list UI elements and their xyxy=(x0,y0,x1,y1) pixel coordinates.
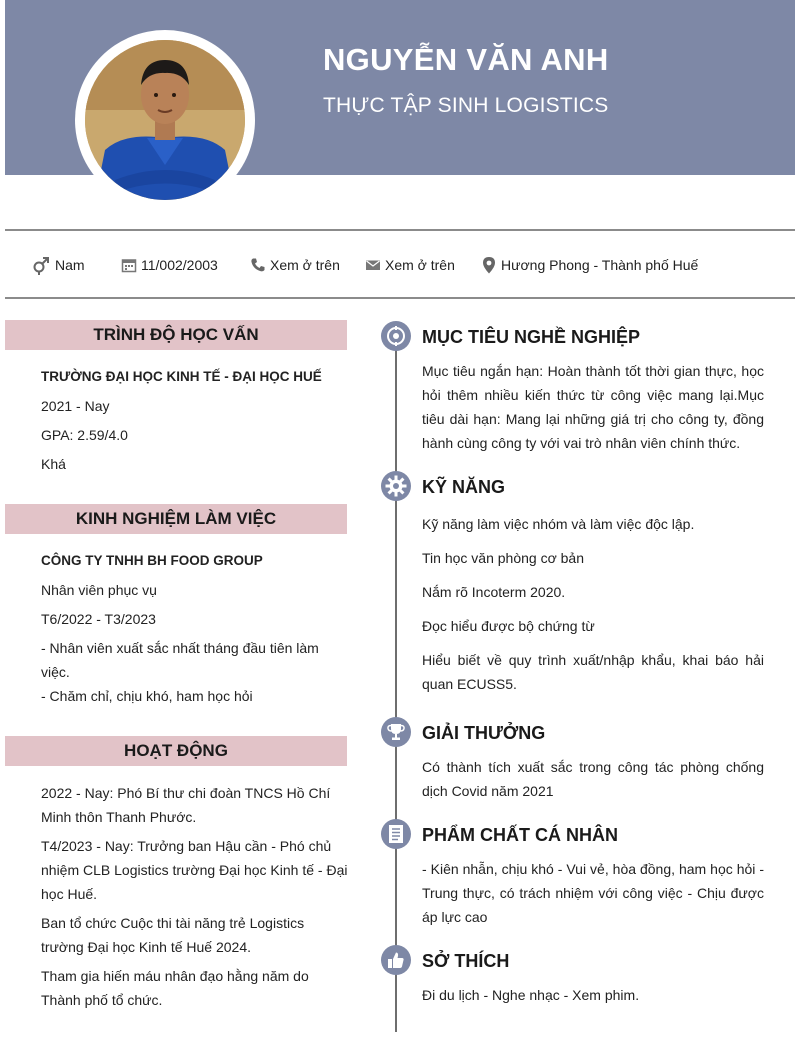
education-rank: Khá xyxy=(41,456,66,472)
timeline-line xyxy=(395,336,397,1032)
activity-line: 2022 - Nay: Phó Bí thư chi đoàn TNCS Hồ Chí xyxy=(41,785,331,801)
gear-icon xyxy=(381,471,411,501)
education-school: TRƯỜNG ĐẠI HỌC KINH TẾ - ĐẠI HỌC HUẾ xyxy=(41,369,322,384)
document-icon xyxy=(381,819,411,849)
experience-company: CÔNG TY TNHH BH FOOD GROUP xyxy=(41,553,263,568)
phone-icon xyxy=(250,257,266,273)
experience-detail: - Nhân viên xuất sắc nhất tháng đầu tiên làm xyxy=(41,640,319,656)
activity-line: Tham gia hiến máu nhân đạo hằng năm do xyxy=(41,968,309,984)
experience-detail: - Chăm chỉ, chịu khó, ham học hỏi xyxy=(41,688,253,704)
contact-address: Hương Phong - Thành phố Huế xyxy=(481,254,698,276)
activity-line: trường Đại học Kinh tế Huế 2024. xyxy=(41,939,252,955)
awards-text: Có thành tích xuất sắc trong công tác phòng chống dịch Covid năm 2021 xyxy=(422,759,764,799)
education-period: 2021 - Nay xyxy=(41,398,110,414)
qualities-heading: PHẨM CHẤT CÁ NHÂN xyxy=(422,825,618,845)
activity-line: Thành phố tổ chức. xyxy=(41,992,163,1008)
activities-heading: HOẠT ĐỘNG xyxy=(5,736,347,766)
skill-item: Nắm rõ Incoterm 2020. xyxy=(422,584,566,600)
skill-item: Đọc hiểu được bộ chứng từ xyxy=(422,618,595,634)
trophy-icon xyxy=(381,717,411,747)
activity-line: học Huế. xyxy=(41,886,98,902)
activity-line: Ban tổ chức Cuộc thi tài năng trẻ Logistics xyxy=(41,915,305,931)
job-title: THỰC TẬP SINH LOGISTICS xyxy=(323,94,609,117)
experience-period: T6/2022 - T3/2023 xyxy=(41,611,156,627)
experience-position: Nhân viên phục vụ xyxy=(41,582,157,598)
contact-email: Xem ở trên xyxy=(365,254,455,276)
gender-icon xyxy=(31,255,51,275)
contact-phone: Xem ở trên xyxy=(250,254,340,276)
divider-bottom xyxy=(5,297,795,299)
skill-item: Hiểu biết về quy trình xuất/nhập khẩu, khai báo hải quan ECUSS5. xyxy=(422,652,764,692)
activity-line: T4/2023 - Nay: Trưởng ban Hậu cần - Phó chủ xyxy=(41,838,332,854)
calendar-icon xyxy=(121,257,137,273)
activity-line: nhiệm CLB Logistics trường Đại học Kinh tế - Đại xyxy=(41,862,348,878)
target-icon xyxy=(381,321,411,351)
qualities-text: - Kiên nhẫn, chịu khó - Vui vẻ, hòa đồng, ham học hỏi - Trung thực, có trách nhiệm với công việc - Chịu được áp lực cao xyxy=(422,861,764,925)
email-icon xyxy=(365,257,381,273)
education-gpa: GPA: 2.59/4.0 xyxy=(41,427,128,443)
skills-heading: KỸ NĂNG xyxy=(422,477,506,497)
avatar xyxy=(85,40,245,200)
hobbies-text: Đi du lịch - Nghe nhạc - Xem phim. xyxy=(422,987,640,1003)
contact-birthday: 11/002/2003 xyxy=(121,254,218,276)
skill-item: Kỹ năng làm việc nhóm và làm việc độc lập. xyxy=(422,516,695,532)
experience-detail: việc. xyxy=(41,664,70,680)
thumbs-up-icon xyxy=(381,945,411,975)
skill-item: Tin học văn phòng cơ bản xyxy=(422,550,584,566)
objective-heading: MỤC TIÊU NGHỀ NGHIỆP xyxy=(422,327,641,347)
experience-heading: KINH NGHIỆM LÀM VIỆC xyxy=(5,504,347,534)
objective-text: Mục tiêu ngắn hạn: Hoàn thành tốt thời gian thực, học hỏi thêm nhiều kiến thức từ công việc mang lại.Mục tiêu dài hạn: Mang lại những giá trị cho công ty, đồng hành cùng công ty với vai trò nhân viên chính thức. xyxy=(422,363,764,451)
hobbies-heading: SỞ THÍCH xyxy=(422,951,510,971)
location-pin-icon xyxy=(481,256,497,274)
divider-top xyxy=(5,229,795,231)
contact-gender: Nam xyxy=(31,254,85,276)
education-heading: TRÌNH ĐỘ HỌC VẤN xyxy=(5,320,347,350)
full-name: NGUYỄN VĂN ANH xyxy=(323,42,609,77)
activity-line: Minh thôn Thanh Phước. xyxy=(41,809,197,825)
awards-heading: GIẢI THƯỞNG xyxy=(422,723,546,743)
